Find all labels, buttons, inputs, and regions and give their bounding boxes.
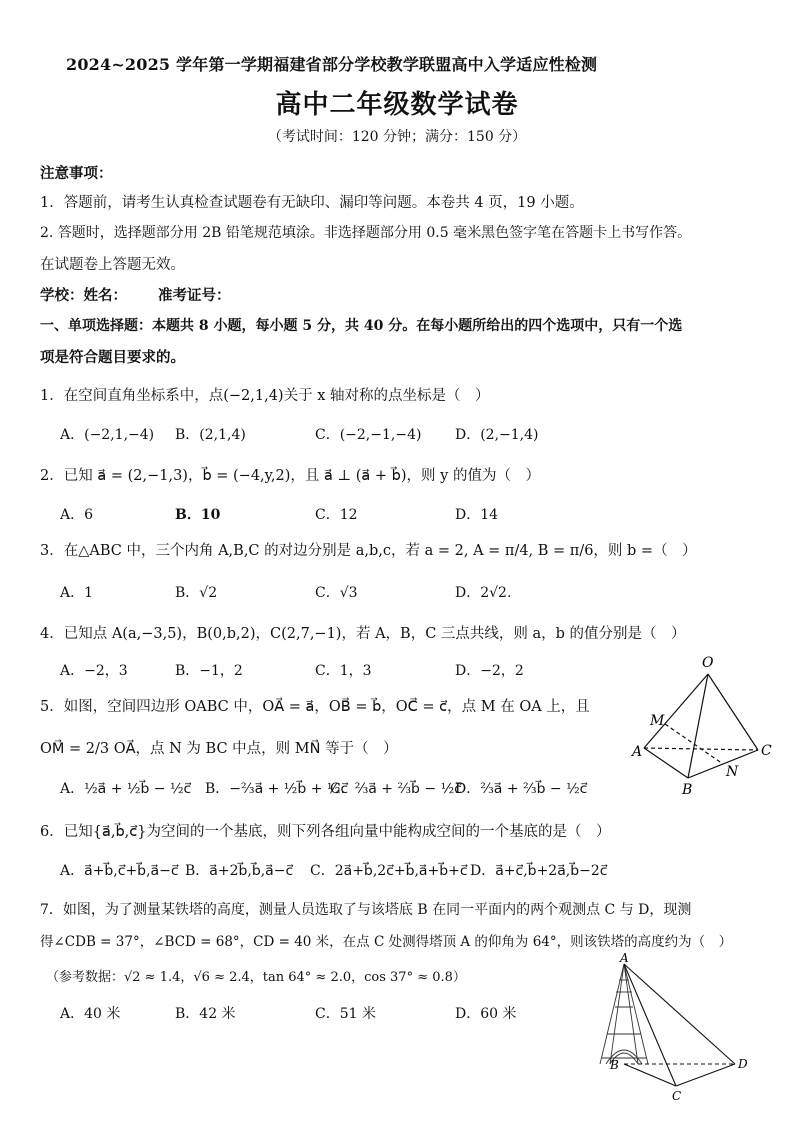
label-a: A xyxy=(620,952,629,965)
tower-figure xyxy=(580,952,770,1102)
label-d: D xyxy=(738,1057,748,1071)
line-ad xyxy=(624,964,735,1064)
question-5-option-b: B．−⅔a⃗ + ½b⃗ + ½c⃗ xyxy=(205,781,349,797)
question-1-option-d: D．(2,−1,4) xyxy=(455,427,539,443)
question-6-option-d: D．a⃗+c⃗,b⃗+2a⃗,b⃗−2c⃗ xyxy=(470,863,608,879)
label-b: B xyxy=(682,782,693,798)
question-7-stem: 7．如图，为了测量某铁塔的高度，测量人员选取了与该塔底 B 在同一平面内的两个观测点 C 与 D，现测 xyxy=(40,902,692,918)
question-7-reference-data: （参考数据：√2 ≈ 1.4，√6 ≈ 2.4，tan 64° ≈ 2.0，cos 37° ≈ 0.8） xyxy=(46,970,466,985)
question-5-stem-cont: OM⃗ = 2/3 OA⃗，点 N 为 BC 中点，则 MN⃗ 等于（ ） xyxy=(40,741,398,757)
question-7-option-c: C．51 米 xyxy=(315,1006,376,1022)
question-7-stem-cont: 得∠CDB = 37°，∠BCD = 68°，CD = 40 米，在点 C 处测得塔顶 A 的仰角为 64°，则该铁塔的高度约为（ ） xyxy=(40,934,733,950)
school-name-label: 学校：姓名： xyxy=(40,287,127,304)
segment-mn xyxy=(665,724,723,764)
notes-heading: 注意事项： xyxy=(40,165,113,182)
label-c: C xyxy=(672,1089,682,1102)
question-4-option-c: C．1，3 xyxy=(315,663,372,679)
question-3-option-a: A．1 xyxy=(60,585,94,601)
edge-oa xyxy=(644,674,708,748)
ticket-number-label: 准考证号： xyxy=(158,287,231,304)
question-7-option-d: D．60 米 xyxy=(455,1006,517,1022)
line-cd xyxy=(676,1064,735,1086)
edge-ab xyxy=(644,748,688,778)
label-a: A xyxy=(632,744,643,760)
question-1-option-c: C．(−2,−1,−4) xyxy=(315,427,422,443)
question-2-option-c: C．12 xyxy=(315,507,358,523)
question-3-stem: 3．在△ABC 中，三个内角 A,B,C 的对边分别是 a,b,c，若 a = 2, A = π/4, B = π/6，则 b =（ ） xyxy=(40,543,697,559)
question-2-option-d: D．14 xyxy=(455,507,499,523)
question-7-option-a: A．40 米 xyxy=(60,1006,121,1022)
section-heading: 一、单项选择题：本题共 8 小题，每小题 5 分，共 40 分。在每小题所给出的四个选项中，只有一个选 xyxy=(40,318,683,334)
question-6-stem: 6．已知{a⃗,b⃗,c⃗}为空间的一个基底，则下列各组向量中能构成空间的一个基底的是（ ） xyxy=(40,824,611,840)
question-4-option-d: D．−2，2 xyxy=(455,663,524,679)
question-2-option-a: A．6 xyxy=(60,507,94,523)
exam-header-line: 2024~2025 学年第一学期福建省部分学校教学联盟高中入学适应性检测 xyxy=(66,55,598,74)
question-5-option-d: D．⅔a⃗ + ⅔b⃗ − ½c⃗ xyxy=(455,781,588,797)
question-4-option-a: A．−2，3 xyxy=(60,663,128,679)
question-3-option-d: D．2√2. xyxy=(455,585,512,601)
question-1-option-b: B．(2,1,4) xyxy=(175,427,246,443)
exam-subtitle: （考试时间：120 分钟；满分：150 分） xyxy=(267,129,527,145)
question-2-option-b: B．10 xyxy=(175,507,221,523)
question-3-option-b: B．√2 xyxy=(175,585,218,601)
page-title: 高中二年级数学试卷 xyxy=(275,90,519,120)
edge-oc xyxy=(708,674,758,750)
question-7-option-b: B．42 米 xyxy=(175,1006,236,1022)
question-4-stem: 4．已知点 A(a,−3,5)，B(0,b,2)，C(2,7,−1)，若 A，B，C 三点共线，则 a，b 的值分别是（ ） xyxy=(40,626,686,642)
edge-ob xyxy=(688,674,708,778)
question-5-option-c: C．⅔a⃗ + ⅔b⃗ − ½c⃗ xyxy=(330,781,462,797)
note-2-cont: 在试题卷上答题无效。 xyxy=(40,257,185,273)
note-1: 1．答题前，请考生认真检查试题卷有无缺印、漏印等问题。本卷共 4 页，19 小题。 xyxy=(40,195,584,211)
question-5-option-a: A．½a⃗ + ½b⃗ − ½c⃗ xyxy=(60,781,192,797)
label-o: O xyxy=(702,655,714,671)
question-6-option-a: A．a⃗+b⃗,c⃗+b⃗,a⃗−c⃗ xyxy=(60,863,179,879)
label-n: N xyxy=(726,764,739,780)
question-6-option-c: C．2a⃗+b⃗,2c⃗+b⃗,a⃗+b⃗+c⃗ xyxy=(310,863,468,879)
question-4-option-b: B．−1，2 xyxy=(175,663,243,679)
note-2: 2. 答题时，选择题部分用 2B 铅笔规范填涂。非选择题部分用 0.5 毫米黑色签字笔在答题卡上书写作答。 xyxy=(40,225,692,241)
section-heading-cont: 项是符合题目要求的。 xyxy=(40,349,185,366)
label-m: M xyxy=(650,713,665,729)
label-b: B xyxy=(610,1058,619,1072)
label-c: C xyxy=(761,743,772,759)
question-2-stem: 2．已知 a⃗ = (2,−1,3)，b⃗ = (−4,y,2)，且 a⃗ ⊥ (a⃗ + b⃗)，则 y 的值为（ ） xyxy=(40,468,540,484)
question-1-option-a: A．(−2,1,−4) xyxy=(60,427,155,443)
question-6-option-b: B．a⃗+2b⃗,b⃗,a⃗−c⃗ xyxy=(185,863,294,879)
question-5-stem: 5．如图，空间四边形 OABC 中，OA⃗ = a⃗，OB⃗ = b⃗，OC⃗ = c⃗，点 M 在 OA 上，且 xyxy=(40,699,590,715)
question-1-stem: 1．在空间直角坐标系中，点(−2,1,4)关于 x 轴对称的点坐标是（ ） xyxy=(40,388,490,404)
question-3-option-c: C．√3 xyxy=(315,585,358,601)
tetrahedron-figure xyxy=(630,652,780,802)
